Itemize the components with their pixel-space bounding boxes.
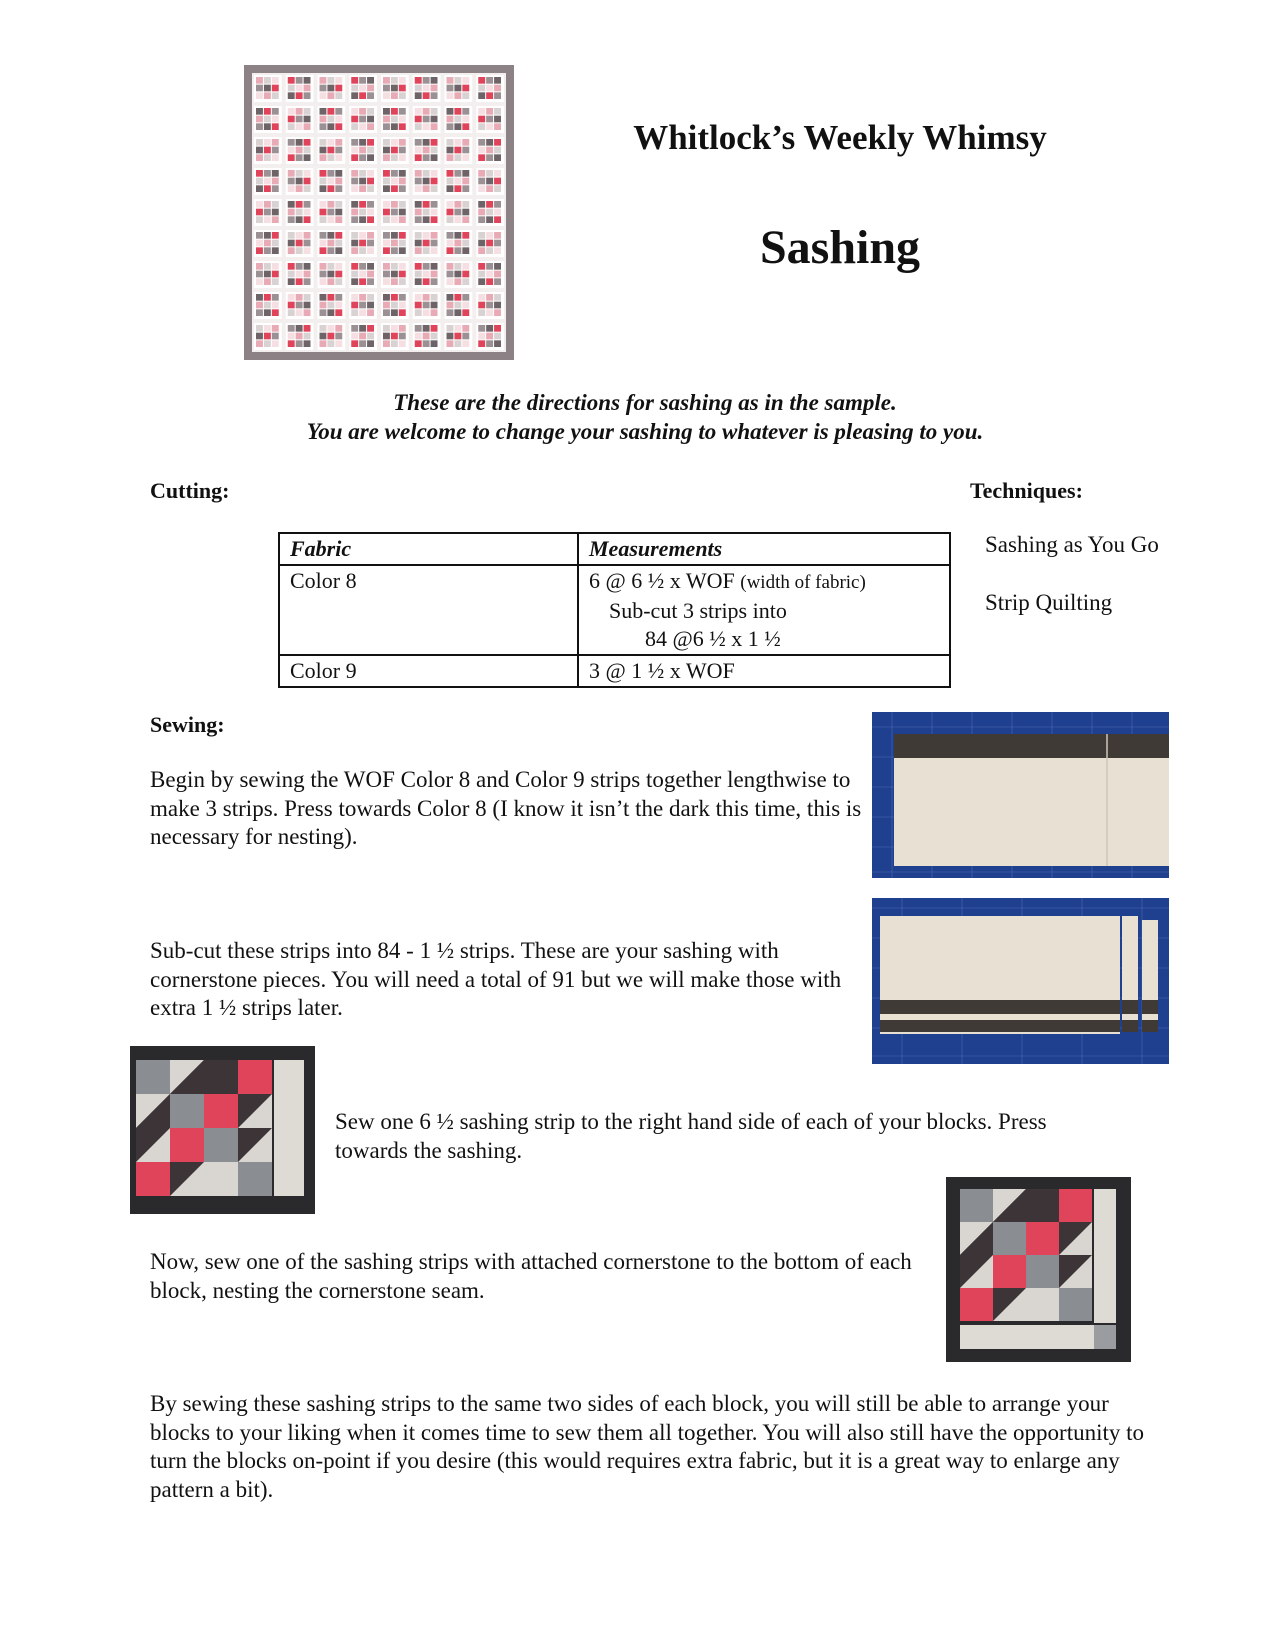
measurements-cell: 3 @ 1 ½ x WOF [578,655,950,687]
measurements-cell [578,565,950,655]
subcut-strips-photo [872,898,1169,1064]
table-row [279,655,950,687]
fabric-cell: Color 9 [279,655,578,687]
sewing-heading: Sewing: [150,712,225,737]
sewing-step-3: Sew one 6 ½ sashing strip to the right hand side of each of your blocks. Press towards the sashing. [335,1109,1047,1163]
column-header-measurements: Measurements [578,533,950,565]
measurement-note: (width of fabric) [740,572,866,593]
measurement-subcut-size: 84 @6 ½ x 1 ½ [645,626,781,651]
technique-item: Strip Quilting [985,590,1113,615]
column-header-fabric: Fabric [279,533,578,565]
technique-item: Sashing as You Go [985,532,1159,557]
measurement-text: 6 @ 6 ½ x WOF [589,568,741,593]
sewn-strips-photo [872,712,1169,878]
quilt-sample-image [244,65,514,360]
cutting-heading: Cutting: [150,478,230,503]
sewing-step-1: Begin by sewing the WOF Color 8 and Color 9 strips together lengthwise to make 3 strips. Press towards Color 8 (I know it isn’t the dark this time, this is necessary for nesting). [150,767,862,849]
intro-line-1: These are the directions for sashing as in the sample. [393,390,897,415]
table-header-row [279,533,950,565]
techniques-heading: Techniques: [970,478,1083,503]
cutting-table [278,532,951,688]
intro-line-2: You are welcome to change your sashing to whatever is pleasing to you. [306,419,984,444]
sewing-step-2: Sub-cut these strips into 84 - 1 ½ strips. These are your sashing with cornerstone pieces. You will need a total of 91 but we will make those with extra 1 ½ strips later. [150,938,842,1020]
measurement-subcut: Sub-cut 3 strips into [609,598,787,623]
sewing-step-5: By sewing these sashing strips to the same two sides of each block, you will still be able to arrange your blocks to your liking when it comes time to sew them all together. You will also still have the opportunity to turn the blocks on-point if you desire (this would requires extra fabric, but it is a great way to enlarge any pattern a bit). [150,1391,1145,1502]
table-row [279,565,950,655]
fabric-cell: Color 8 [279,565,578,655]
header-title: Whitlock’s Weekly Whimsy [633,118,1047,157]
page-title: Sashing [759,221,921,274]
sewing-step-4: Now, sew one of the sashing strips with attached cornerstone to the bottom of each block, nesting the cornerstone seam. [150,1249,912,1303]
block-bottom-sashing-photo [946,1177,1131,1362]
block-side-sashing-photo [130,1046,315,1214]
